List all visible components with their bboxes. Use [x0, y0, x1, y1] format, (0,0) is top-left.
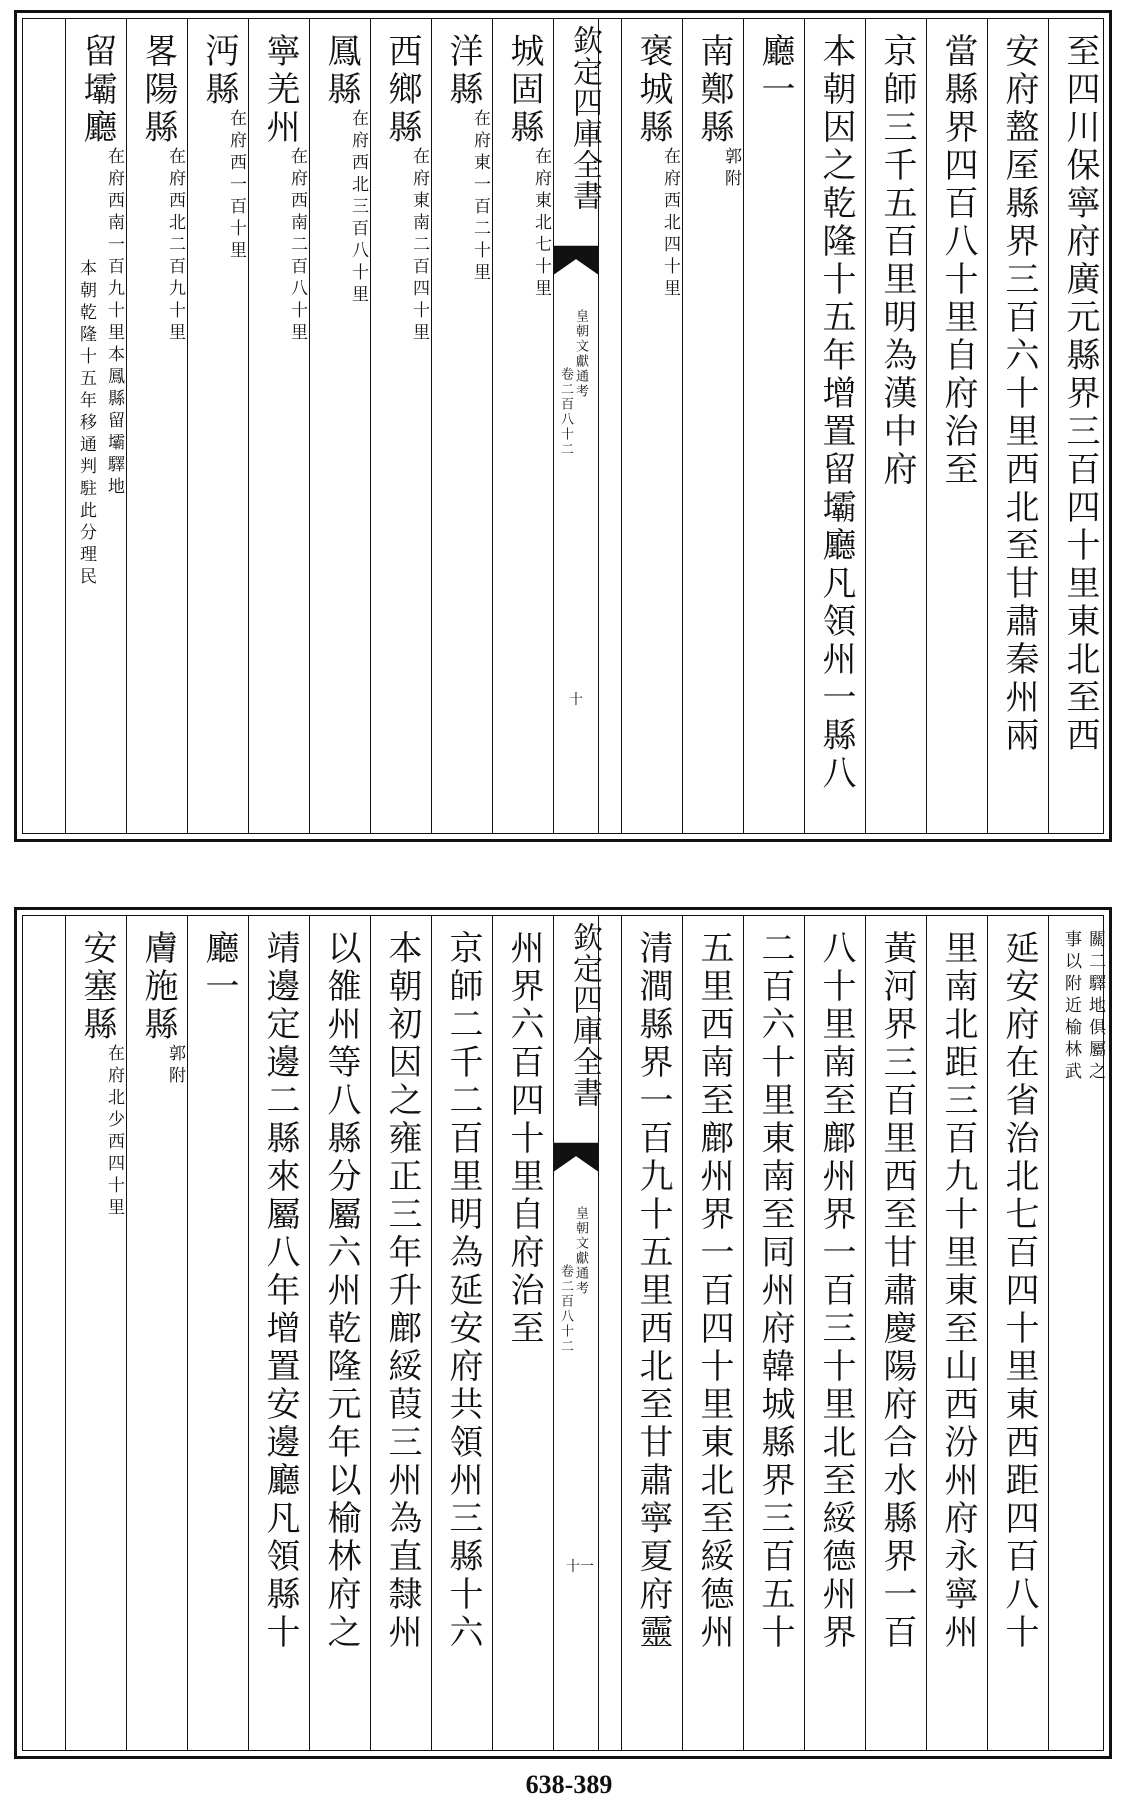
text-column: [865, 19, 926, 833]
column-annotation: 事以附近榆林武: [1061, 930, 1081, 1084]
text-column: [370, 916, 431, 1750]
column-main-text: 里南北距三百九十里東至山西汾州府永寧州: [938, 930, 978, 1652]
side-volume: 卷二百八十二: [558, 367, 573, 457]
column-annotation: 在府東一百二十里: [470, 109, 490, 285]
side-title: 皇朝文獻通考: [573, 309, 588, 399]
column-main-text: 州界六百四十里自府治至: [504, 930, 544, 1348]
column-annotation: 在府西北三百八十里: [348, 109, 368, 307]
column-main-text: 當縣界四百八十里自府治至: [938, 33, 978, 489]
column-main-text: 西鄉縣: [382, 33, 422, 147]
column-main-text: 靖邊定邊二縣來屬八年增置安邊廳凡領縣十: [260, 930, 300, 1652]
text-column: [682, 916, 743, 1750]
column-main-text: 京師二千二百里明為延安府共領州三縣十六: [443, 930, 483, 1652]
column-main-text: 畧陽縣: [138, 33, 178, 147]
text-column: [65, 19, 126, 833]
column-annotation: 在府北少西四十里: [104, 1044, 124, 1220]
text-column: [431, 916, 492, 1750]
column-main-text: 五里西南至鄜州界一百四十里東北至綏德州: [694, 930, 734, 1652]
text-column: [126, 916, 187, 1750]
text-column: [492, 19, 553, 833]
page-number: 十一: [566, 1559, 594, 1575]
text-column: [621, 19, 682, 833]
column-annotation: 郭附: [721, 147, 741, 191]
column-annotation: 在府東北七十里: [531, 147, 551, 301]
column-main-text: 沔縣: [199, 33, 239, 109]
center-column: [553, 916, 602, 1750]
text-column: [926, 916, 987, 1750]
text-column: [126, 19, 187, 833]
column-annotation: 郭附: [165, 1044, 185, 1088]
text-column: [804, 916, 865, 1750]
text-column: [926, 19, 987, 833]
footer-number: 638-389: [525, 1770, 613, 1799]
column-main-text: 廳一: [755, 33, 795, 109]
column-annotation-second-line: 本朝乾隆十五年移通判駐此分理民: [76, 259, 96, 589]
side-volume: 卷二百八十二: [558, 1264, 573, 1354]
column-main-text: 廳一: [199, 930, 239, 1006]
text-column: [309, 916, 370, 1750]
banner-title: 欽定四庫全書: [567, 922, 602, 1108]
column-annotation: 在府西一百十里: [226, 109, 246, 263]
text-column: [431, 19, 492, 833]
column-annotation: 在府西南二百八十里: [287, 147, 307, 345]
text-column: [65, 916, 126, 1750]
text-column: [987, 916, 1048, 1750]
column-main-text: 寧羌州: [260, 33, 300, 147]
text-column: [804, 19, 865, 833]
text-column: [987, 19, 1048, 833]
fishtail-mark-bottom: [554, 1142, 598, 1178]
column-main-text: 本朝初因之雍正三年升鄜綏葭三州為直隸州: [382, 930, 422, 1652]
column-main-text: 八十里南至鄜州界一百三十里北至綏德州界: [816, 930, 856, 1652]
column-annotation: 在府西南一百九十里本鳳縣留壩驛地: [104, 147, 124, 499]
text-column: [621, 916, 682, 1750]
text-column: [743, 19, 804, 833]
text-column: [248, 19, 309, 833]
column-annotation: 在府西北四十里: [660, 147, 680, 301]
text-column: [1048, 916, 1109, 1750]
text-column: [370, 19, 431, 833]
column-main-text: 延安府在省治北七百四十里東西距四百八十: [999, 930, 1039, 1652]
column-main-text: 安府盩厔縣界三百六十里西北至甘肅秦州兩: [999, 33, 1039, 755]
text-column: [1048, 19, 1109, 833]
column-main-text: 二百六十里東南至同州府韓城縣界三百五十: [755, 930, 795, 1652]
column-main-text: 安塞縣: [77, 930, 117, 1044]
column-annotation: 在府東南二百四十里: [409, 147, 429, 345]
column-main-text: 京師三千五百里明為漢中府: [877, 33, 917, 489]
column-main-text: 留壩廳: [77, 33, 117, 147]
column-main-text: 膚施縣: [138, 930, 178, 1044]
column-main-text: 褒城縣: [633, 33, 673, 147]
column-main-text: 至四川保寧府廣元縣界三百四十里東北至西: [1060, 33, 1100, 755]
column-annotation-second-line: 關二驛地俱屬之: [1085, 930, 1105, 1084]
column-main-text: 南鄭縣: [694, 33, 734, 147]
column-main-text: 清澗縣界一百九十五里西北至甘肅寧夏府靈: [633, 930, 673, 1652]
text-column: [187, 916, 248, 1750]
column-main-text: 黃河界三百里西至甘肅慶陽府合水縣界一百: [877, 930, 917, 1652]
column-annotation: 在府西北二百九十里: [165, 147, 185, 345]
bottom-page: [14, 907, 1112, 1759]
text-column: [309, 19, 370, 833]
page-number: 十: [569, 692, 583, 708]
text-column: [743, 916, 804, 1750]
center-column: [553, 19, 602, 833]
column-main-text: 本朝因之乾隆十五年增置留壩廳凡領州一縣八: [816, 33, 856, 793]
text-column: [187, 19, 248, 833]
fishtail-mark-top: [554, 245, 598, 281]
column-main-text: 鳳縣: [321, 33, 361, 109]
banner-title: 欽定四庫全書: [567, 25, 602, 211]
text-column: [682, 19, 743, 833]
text-column: [492, 916, 553, 1750]
side-title: 皇朝文獻通考: [573, 1206, 588, 1296]
column-main-text: 以雒州等八縣分屬六州乾隆元年以榆林府之: [321, 930, 361, 1652]
text-column: [865, 916, 926, 1750]
text-column: [248, 916, 309, 1750]
top-page: [14, 10, 1112, 842]
column-main-text: 洋縣: [443, 33, 483, 109]
column-main-text: 城固縣: [504, 33, 544, 147]
